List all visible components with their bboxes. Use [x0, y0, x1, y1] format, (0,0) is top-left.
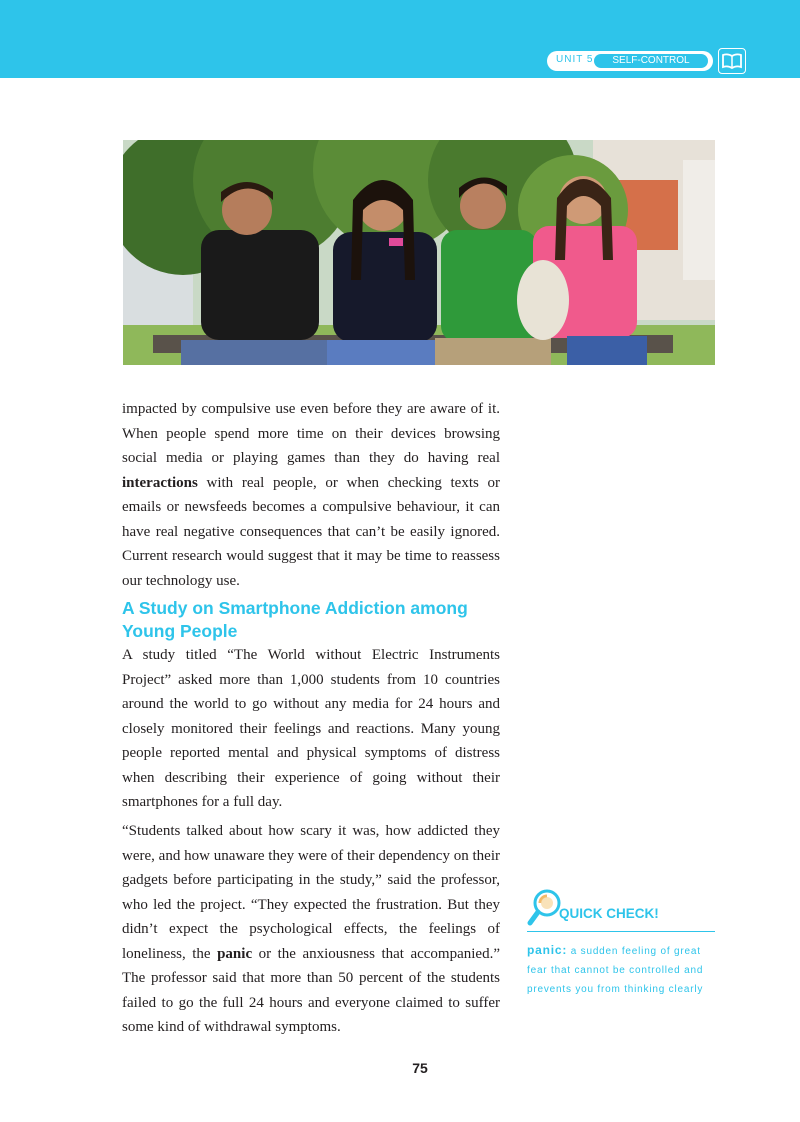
paragraph-quote-text-cont: or the anxiousness that accompanied.” The professor said that more than 50 percent of the students failed to go the full 24 hours and everyone claimed to suffer some kind of withdrawal symptoms.: [122, 945, 500, 1035]
unit-topic: SELF-CONTROL: [594, 54, 708, 68]
paragraph-quote: [122, 819, 500, 1040]
quick-check-definition-text: a sudden feeling of great fear that cannot be controlled and prevents you from thinking clearly: [527, 946, 704, 995]
magnifier-icon: [527, 889, 561, 932]
paragraph-intro-text: impacted by compulsive use even before they are aware of it. When people spend more time on their devices browsing social media or playing games than they do having real: [122, 401, 500, 466]
section-heading: A Study on Smartphone Addiction among Young People: [122, 598, 468, 641]
unit-label: UNIT 5: [556, 54, 594, 65]
quick-check-definition: [527, 941, 717, 999]
paragraph-study-text: A study titled “The World without Electric Instruments Project” asked more than 1,000 students from 10 countries around the world to go without any media for 24 hours and closely monitored their feelings and reactions. Many young people reported mental and physical symptoms of distress when describing their experience of going without their smartphones for a full day.: [122, 647, 500, 810]
paragraph-intro-text-cont: with real people, or when checking texts or emails or newsfeeds becomes a compulsive behaviour, it can have real negative consequences that can’t be easily ignored. Current research would suggest that it may be time to reassess our technology use.: [122, 474, 500, 589]
paragraph-intro: [122, 397, 500, 593]
page-number: 75: [412, 1060, 428, 1076]
quick-check-word: panic:: [527, 943, 568, 957]
photo-teens-using-smartphones: [123, 140, 715, 365]
quick-check-title: QUICK CHECK!: [559, 906, 659, 921]
term-interactions: interactions: [122, 474, 198, 491]
quick-check-divider: [527, 931, 715, 932]
book-icon: [718, 48, 746, 74]
paragraph-study: [122, 643, 500, 815]
paragraph-quote-text: “Students talked about how scary it was, how addicted they were, and how unaware they were of their dependency on their gadgets before participating in the study,” said the professor, who led the project. “They expected the frustration. But they didn’t expect the psychological effects, the feelings of loneliness, the: [122, 823, 500, 962]
term-panic: panic: [217, 945, 253, 962]
